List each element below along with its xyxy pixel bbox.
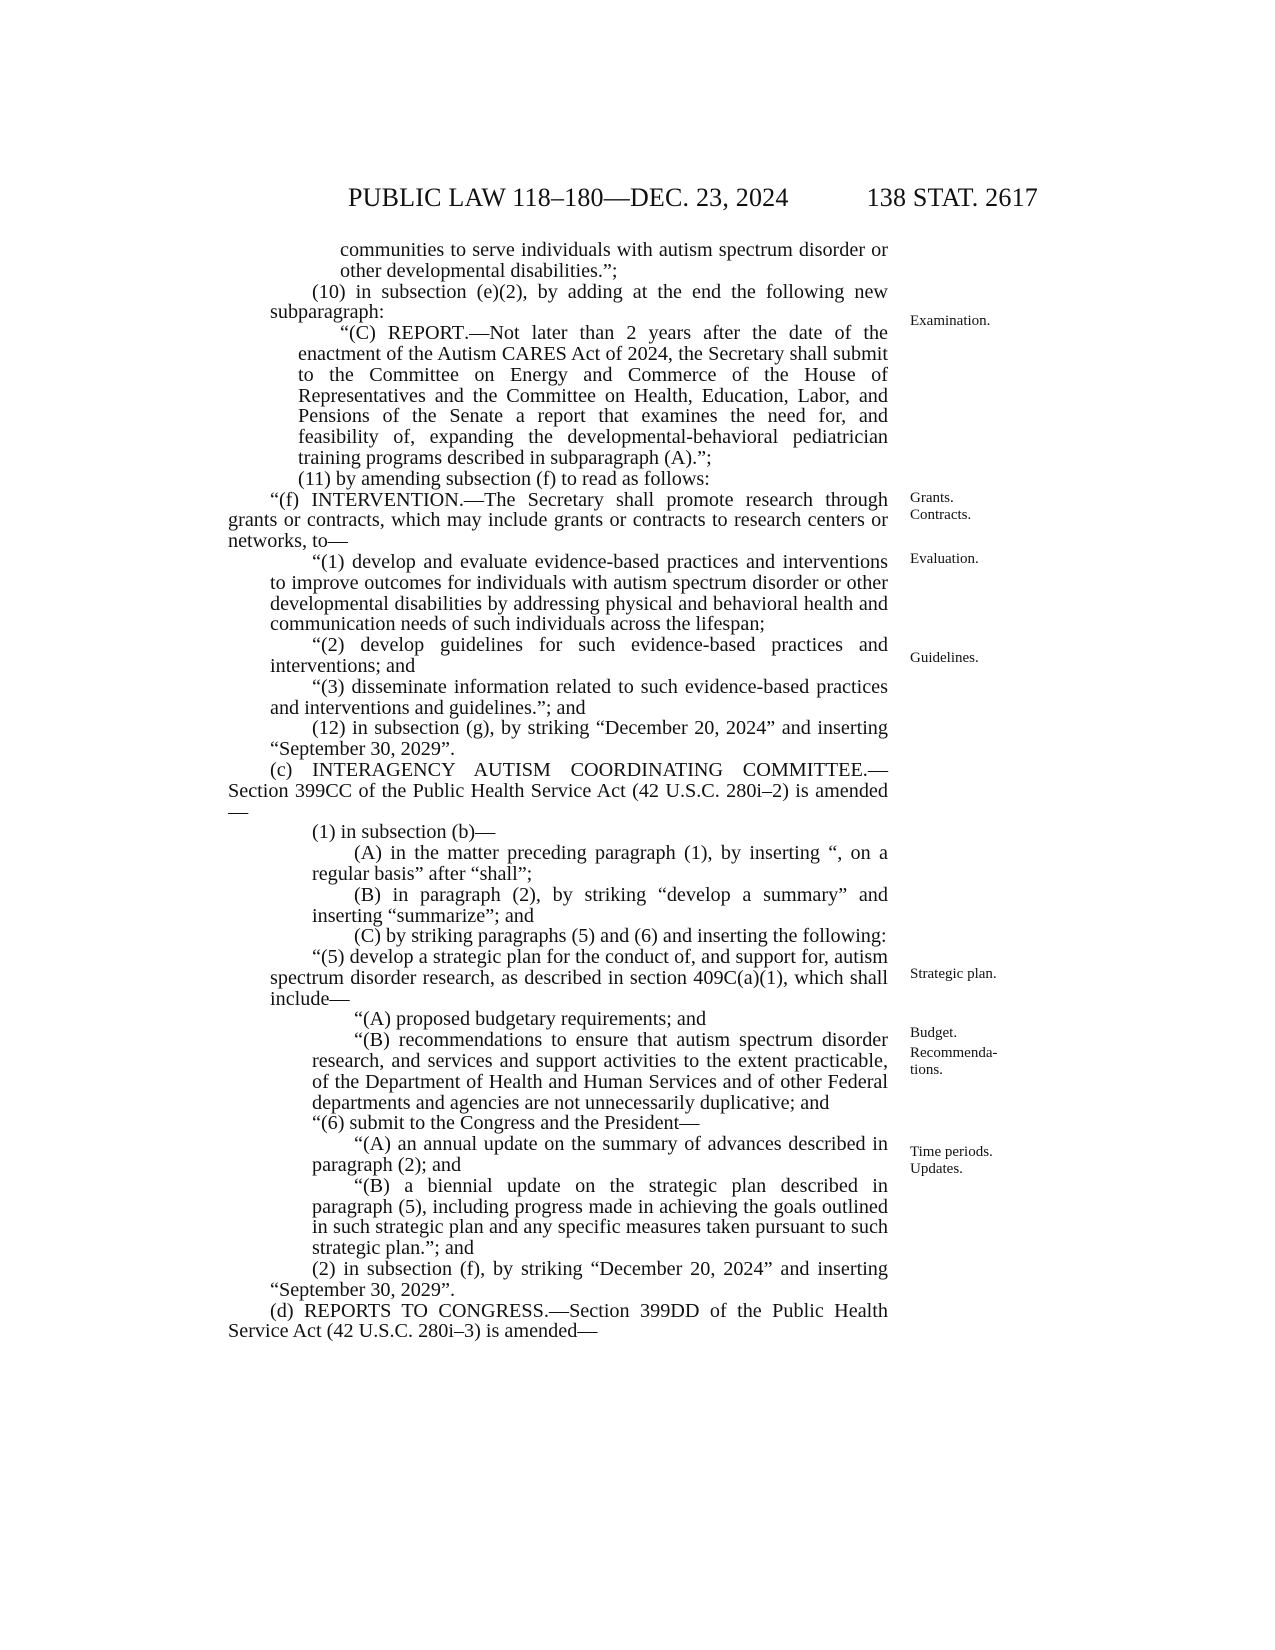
margin-note: Evaluation. [910, 551, 979, 567]
paragraph: “(6) submit to the Congress and the President— [312, 1112, 700, 1135]
margin-note: Budget. [910, 1025, 958, 1041]
margin-note: Guidelines. [910, 650, 979, 666]
paragraph: “(B) recommendations to ensure that autism spectrum disorder research, and services and support activities to the extent practicable, of the Department of Health and Human Services and of other Federal departments and agencies are not unnecessarily duplicative; and [312, 1029, 888, 1114]
margin-note: Grants. [910, 490, 954, 506]
paragraph: (11) by amending subsection (f) to read as follows: [298, 467, 710, 490]
margin-note: Strategic plan. [910, 966, 997, 982]
paragraph: (A) in the matter preceding paragraph (1), by inserting “, on a regular basis” after “shall”; [312, 842, 888, 885]
heading-reports-to-congress: REPORTS TO CONGRESS [303, 1299, 544, 1322]
paragraph: (2) in subsection (f), by striking “December 20, 2024” and inserting “September 30, 2029”. [270, 1258, 888, 1301]
heading-iacc: INTERAGENCY AUTISM COORDINATING COMMITTEE [312, 758, 863, 781]
paragraph: “(f) INTERVENTION.—The Secretary shall promote research through grants or contracts, which may include grants or contracts to research centers or networks, to— [228, 488, 888, 553]
margin-note: Recommenda- [910, 1045, 998, 1061]
paragraph: (B) in paragraph (2), by striking “develop a summary” and inserting “summarize”; and [312, 883, 888, 927]
paragraph: (C) by striking paragraphs (5) and (6) and inserting the following: [354, 925, 887, 948]
paragraph: “(A) an annual update on the summary of advances described in paragraph (2); and [312, 1133, 888, 1177]
heading-intervention: INTERVENTION [311, 488, 459, 511]
paragraph: “(1) develop and evaluate evidence-based practices and interventions to improve outcomes for individuals with autism spectrum disorder or other developmental disabilities by addressing physical and behavioral health and communication needs of such individuals across the lifespan; [270, 550, 888, 636]
paragraph: “(3) disseminate information related to such evidence-based practices and interventions and guidelines.”; and [270, 675, 888, 719]
paragraph: “(B) a biennial update on the strategic plan described in paragraph (5), including progress made in achieving the goals outlined in such strategic plan and any specific measures taken pursuant to such strategic plan.”; and [312, 1174, 888, 1260]
body-text [228, 240, 888, 1342]
paragraph: (c) INTERAGENCY AUTISM COORDINATING COMMITTEE.—Section 399CC of the Public Health Service Act (42 U.S.C. 280i–2) is amended— [228, 758, 889, 823]
heading-report: REPORT [387, 322, 465, 345]
statute-page-number: 138 STAT. 2617 [866, 183, 1038, 212]
paragraph: (d) REPORTS TO CONGRESS.—Section 399DD of the Public Health Service Act (42 U.S.C. 280i–3) is amended— [228, 1299, 888, 1343]
margin-note: Updates. [910, 1161, 963, 1177]
public-law-citation: PUBLIC LAW 118–180—DEC. 23, 2024 [348, 183, 789, 212]
margin-note: Time periods. [910, 1144, 993, 1160]
paragraph: “(A) proposed budgetary requirements; and [354, 1008, 707, 1031]
paragraph: “(C) REPORT.—Not later than 2 years after the date of the enactment of the Autism CARES Act of 2024, the Secretary shall submit to the Committee on Energy and Commerce of the House of Representatives and the Committee on Health, Education, Labor, and Pensions of the Senate a report that examines the need for, and feasibility of, expanding the developmental-behavioral pediatrician training programs described in subparagraph (A).”; [298, 322, 889, 469]
paragraph: (10) in subsection (e)(2), by adding at the end the following new subparagraph: [270, 280, 888, 324]
paragraph: communities to serve individuals with autism spectrum disorder or other developmental disabilities.”; [340, 239, 888, 282]
paragraph: “(5) develop a strategic plan for the conduct of, and support for, autism spectrum disorder research, as described in section 409C(a)(1), which shall include— [270, 946, 888, 1010]
margin-note: tions. [910, 1062, 943, 1078]
paragraph: “(2) develop guidelines for such evidence-based practices and interventions; and [270, 634, 888, 677]
page-header [226, 183, 1038, 223]
paragraph: (1) in subsection (b)— [312, 821, 496, 844]
paragraph: (12) in subsection (g), by striking “December 20, 2024” and inserting “September 30, 2029”. [270, 717, 888, 761]
margin-note: Examination. [910, 313, 991, 329]
margin-note: Contracts. [910, 507, 972, 523]
